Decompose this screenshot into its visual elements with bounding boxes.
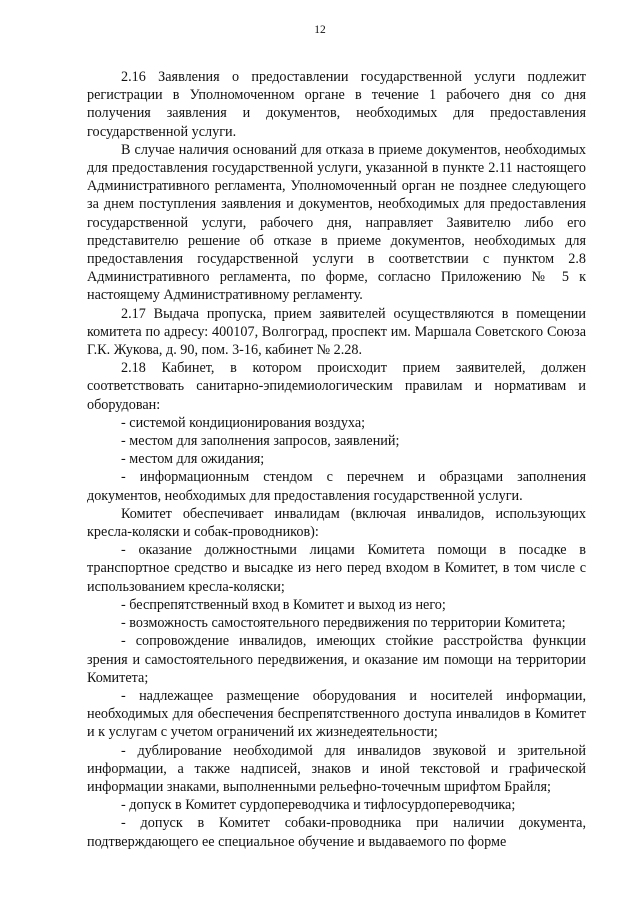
list-item: - сопровождение инвалидов, имеющих стойкие расстройства функции зрения и самостоятельного передвижения, и оказание им помощи на территории Комитета; [87, 633, 586, 686]
paragraph-2-16: 2.16 Заявления о предоставлении государственной услуги подлежит регистрации в Уполномоченном органе в течение 1 рабочего дня со дня получения заявления и документов, необходимых для предоставления государственной услуги. [87, 69, 586, 140]
list-item: - информационным стендом с перечнем и образцами заполнения документов, необходимых для предоставления государственной услуги. [87, 469, 586, 504]
paragraph-refusal-grounds: В случае наличия оснований для отказа в приеме документов, необходимых для предоставления государственной услуги, указанной в пункте 2.11 настоящего Административного регламента, Уполномоченный орган не позднее следующего за днем поступления заявления и документов, необходимых для предоставления государственной услуги, рабочего дня, направляет Заявителю либо его представителю решение об отказе в приеме документов, необходимых для предоставления государственной услуги в соответствии с пунктом 2.8 Административного регламента, по форме, согласно Приложению № 5 к настоящему Административному регламенту. [87, 141, 586, 304]
list-item: - местом для заполнения запросов, заявлений; [121, 433, 400, 450]
document-body [87, 68, 586, 851]
list-item: - дублирование необходимой для инвалидов звуковой и зрительной информации, а также надписей, знаков и иной текстовой и графической информации знаками, выполненными рельефно-точечным шрифтом Брайля; [87, 742, 586, 795]
paragraph-2-17: 2.17 Выдача пропуска, прием заявителей осуществляются в помещении комитета по адресу: 400107, Волгоград, проспект им. Маршала Советского Союза Г.К. Жукова, д. 90, пом. 3-16, кабинет № 2.28. [87, 305, 586, 359]
page-number: 12 [314, 24, 326, 36]
list-item: - надлежащее размещение оборудования и носителей информации, необходимых для обеспечения беспрепятственного доступа инвалидов в Комитет и к услугам с учетом ограничений их жизнедеятельности; [87, 687, 586, 741]
paragraph-2-18: 2.18 Кабинет, в котором происходит прием заявителей, должен соответствовать санитарно-эпидемиологическим правилам и нормативам и оборудован: [87, 360, 586, 413]
paragraph-accessibility-intro: Комитет обеспечивает инвалидам (включая инвалидов, использующих кресла-коляски и собак-проводников): [87, 505, 586, 541]
list-item: - системой кондиционирования воздуха; [121, 414, 366, 431]
list-item: - допуск в Комитет сурдопереводчика и тифлосурдопереводчика; [121, 797, 516, 814]
list-item: - беспрепятственный вход в Комитет и выход из него; [121, 596, 446, 613]
list-item: - возможность самостоятельного передвижения по территории Комитета; [121, 615, 566, 632]
list-item: - местом для ожидания; [121, 451, 265, 468]
list-item: - оказание должностными лицами Комитета помощи в посадке в транспортное средство и высадке из него перед входом в Комитет, в том числе с использованием кресла-коляски; [87, 542, 586, 595]
list-item: - допуск в Комитет собаки-проводника при наличии документа, подтверждающего ее специальное обучение и выдаваемого по форме [87, 815, 586, 850]
